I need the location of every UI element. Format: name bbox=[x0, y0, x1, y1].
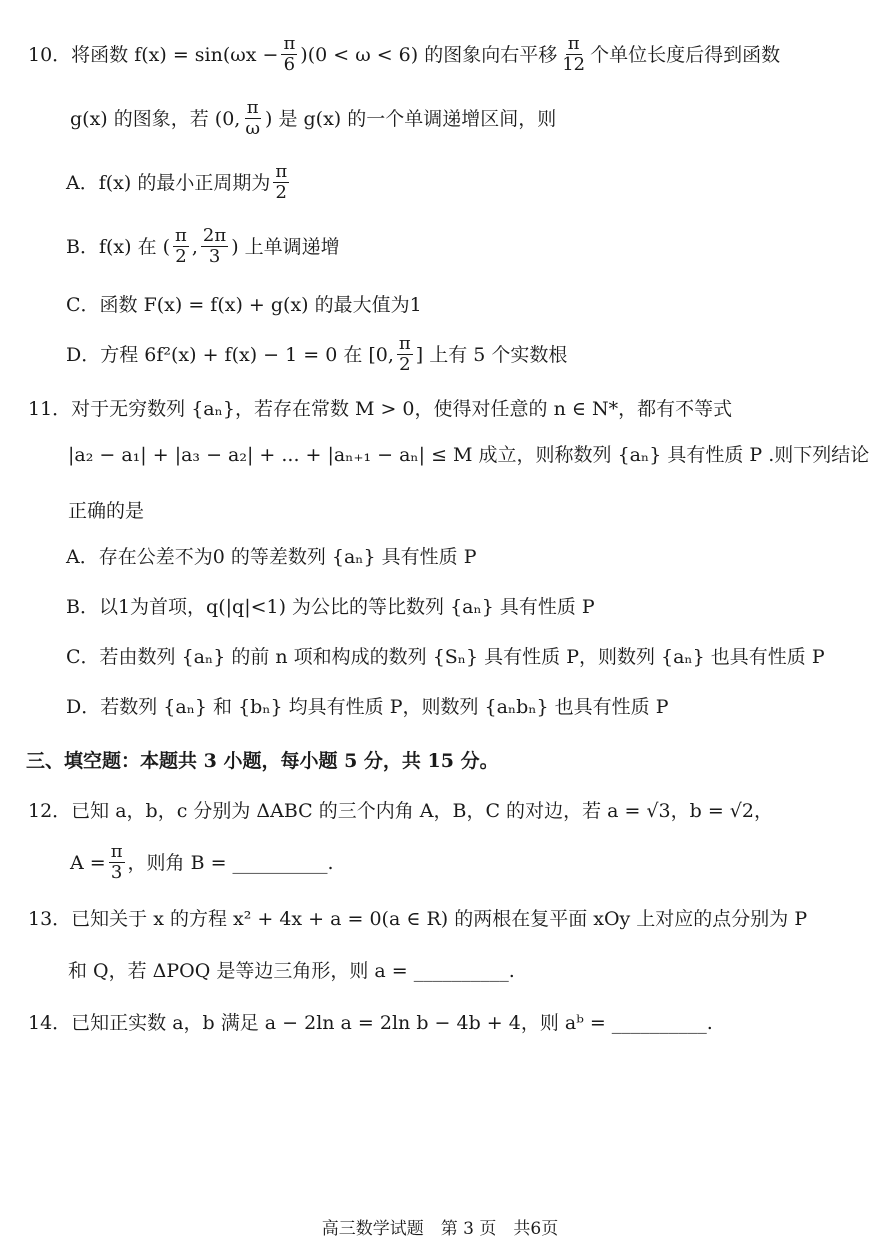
q11-option-c: C．若由数列 {aₙ} 的前 n 项和构成的数列 {Sₙ} 具有性质 P，则数列 {aₙ} 也具有性质 P bbox=[66, 646, 825, 668]
fraction: $\frac{\pi}{2}$ bbox=[398, 333, 411, 375]
q12-line2: A = $\frac{\pi}{3}$ ，则角 B = __________. bbox=[70, 841, 334, 883]
page-footer: 高三数学试题 第 3 页 共6页 bbox=[321, 1219, 559, 1239]
q11-option-a: A．存在公差不为0 的等差数列 {aₙ} 具有性质 P bbox=[66, 546, 477, 568]
fraction: $\frac{\pi}{\omega}$ bbox=[245, 97, 261, 139]
q12-line1: 12．已知 a，b，c 分别为 ΔABC 的三个内角 A，B，C 的对边，若 a = √3，b = √2， bbox=[28, 800, 773, 822]
q13-line2: 和 Q，若 ΔPOQ 是等边三角形，则 a = __________. bbox=[68, 960, 515, 982]
q11-option-b: B．以1为首项，q(|q|<1) 为公比的等比数列 {aₙ} 具有性质 P bbox=[66, 596, 595, 618]
fraction: $\frac{\pi}{6}$ bbox=[283, 33, 296, 75]
q10-option-d: D．方程 6f²(x) + f(x) − 1 = 0 在 [0, $\frac{\pi}{2}$ ] 上有 5 个实数根 bbox=[66, 333, 568, 375]
q11-line3: 正确的是 bbox=[68, 500, 145, 522]
q14-line1: 14．已知正实数 a，b 满足 a − 2ln a = 2ln b − 4b + 4，则 aᵇ = __________. bbox=[28, 1012, 713, 1034]
fraction: $\frac{\pi}{3}$ bbox=[110, 841, 123, 883]
q10-line1: 10．将函数 f(x) = sin(ωx − $\frac{\pi}{6}$ )(0 < ω < 6) 的图象向右平移 $\frac{\pi}{12}$ 个单位长度后得到函数 bbox=[28, 33, 781, 75]
q11-option-d: D．若数列 {aₙ} 和 {bₙ} 均具有性质 P，则数列 {aₙbₙ} 也具有性质 P bbox=[66, 696, 669, 718]
q11-line1: 11．对于无穷数列 {aₙ}，若存在常数 M > 0，使得对任意的 n ∈ N*，都有不等式 bbox=[28, 398, 733, 420]
q10-line2: g(x) 的图象，若 (0, $\frac{\pi}{\omega}$ ) 是 g(x) 的一个单调递增区间，则 bbox=[70, 97, 557, 139]
q10-option-a: A．f(x) 的最小正周期为 $\frac{\pi}{2}$ bbox=[66, 161, 288, 203]
q11-line2: |a₂ − a₁| + |a₃ − a₂| + ... + |aₙ₊₁ − aₙ| ≤ M 成立，则称数列 {aₙ} 具有性质 P .则下列结论 bbox=[68, 444, 870, 466]
q10-option-b: B．f(x) 在 ( $\frac{\pi}{2}$ , $\frac{2\pi}{3}$ ) 上单调递增 bbox=[66, 225, 340, 267]
section-heading: 三、填空题：本题共 3 小题，每小题 5 分，共 15 分。 bbox=[26, 750, 499, 772]
q13-line1: 13．已知关于 x 的方程 x² + 4x + a = 0(a ∈ R) 的两根在复平面 xOy 上对应的点分别为 P bbox=[28, 908, 808, 930]
fraction: $\frac{\pi}{12}$ bbox=[562, 33, 586, 75]
fraction: $\frac{2\pi}{3}$ bbox=[202, 225, 227, 267]
q10-option-c: C．函数 F(x) = f(x) + g(x) 的最大值为1 bbox=[66, 294, 422, 316]
fraction: $\frac{\pi}{2}$ bbox=[175, 225, 187, 267]
fraction: $\frac{\pi}{2}$ bbox=[275, 161, 288, 203]
